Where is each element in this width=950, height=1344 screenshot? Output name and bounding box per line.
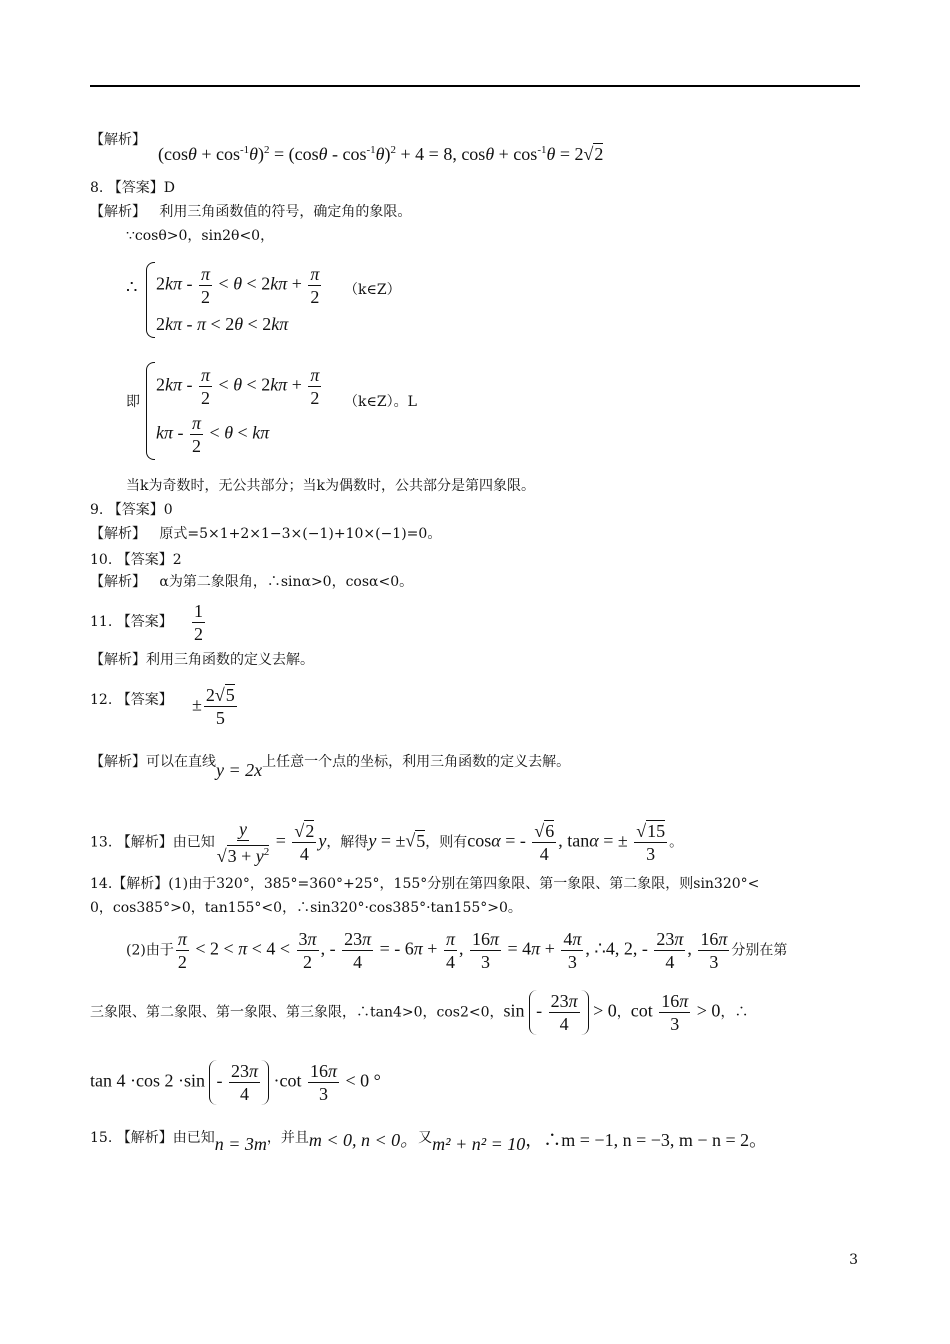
q8-system2-row2: kπ - $\frac{\pi}{2}$ < θ < kπ <box>156 413 270 456</box>
page-number: 3 <box>849 1252 858 1268</box>
q10-analysis: 【解析】 α为第二象限角，∴sinα>0，cosα<0。 <box>90 574 414 590</box>
q14-line2: 0，cos385°>0，tan155°<0，∴sin320°·cos385°·tan155°>0。 <box>90 900 522 916</box>
q13-expr3: cosα = - $\frac{√6}{4}$ , tanα = ± $\frac{√15}{3}$ <box>467 821 666 864</box>
q13-expr1: $\frac{y}{√3 + y^2}$ = $\frac{√2}{4}$ y <box>216 819 327 866</box>
q8-system2-brace <box>146 362 155 460</box>
q14-part2: (2)由于 $\frac{\pi}{2}$ < 2 < π < 4 < $\frac{3\pi}{2}$ , - $\frac{23\pi}{4}$ = - 6π + $\frac{\pi}{4}$ , $\frac{16\pi}{3}$ = 4π + $\frac{4\pi}{3}$ , ∴4, 2, - $\frac{23\pi}{4}$ , $\frac{16\pi}{3}$ 分别在第 <box>126 929 788 972</box>
q14-part2-expr: $\frac{\pi}{2}$ < 2 < π < 4 < $\frac{3\pi}{2}$ , - $\frac{23\pi}{4}$ = - 6π + $\frac{\pi}{4}$ , $\frac{16\pi}{3}$ = 4π + $\frac{4\pi}{3}$ , ∴4, 2, - $\frac{23\pi}{4}$ , $\frac{16\pi}{3}$ <box>177 929 728 972</box>
q11-answer-label: 11. 【答案】 <box>90 614 173 630</box>
q7-analysis <box>90 130 146 150</box>
q12-answer-fraction: ± $\frac{2√5}{5}$ <box>192 685 235 728</box>
q11-answer-fraction: $\frac{1}{2}$ <box>194 601 203 644</box>
q8-kz2: （k∈Z）。L <box>344 394 417 410</box>
q8-conclusion: 当k为奇数时，无公共部分；当k为偶数时，公共部分是第四象限。 <box>126 478 535 494</box>
q13-expr2: y = ±√5 <box>368 830 426 851</box>
q8-system1-brace <box>146 262 155 338</box>
q8-system1-row1: 2kπ - $\frac{\pi}{2}$ < θ < 2kπ + $\frac{\pi}{2}$ <box>156 264 320 307</box>
q12-answer-label: 12. 【答案】 <box>90 692 173 708</box>
q8-analysis: 【解析】 利用三角函数值的符号，确定角的象限。 <box>90 204 412 220</box>
q15-analysis: 15. 【解析】由已知n = 3m，并且m < 0, n < 0。又m² + n² = 10，∴m = −1, n = −3, m − n = 2。 <box>90 1130 768 1154</box>
q14-line4: 三象限、第二象限、第一象限、第三象限，∴tan4>0，cos2<0，sin - $\frac{23\pi}{4}$ > 0，cot $\frac{16\pi}{3}$ > 0，∴ <box>90 991 749 1034</box>
q7-tag: 【解析】 <box>90 132 146 148</box>
q14-final-expr: tan 4 ·cos 2 ·sin - $\frac{23\pi}{4}$ ·cot $\frac{16\pi}{3}$ < 0 ° <box>90 1061 381 1104</box>
header-rule <box>90 85 860 87</box>
q9-answer: 9. 【答案】0 <box>90 502 173 518</box>
q9-analysis: 【解析】 原式=5×1+2×1−3×(−1)+10×(−1)=0。 <box>90 526 442 542</box>
q8-system1-row2: 2kπ - π < 2θ < 2kπ <box>156 314 289 334</box>
q8-system2-row1: 2kπ - $\frac{\pi}{2}$ < θ < 2kπ + $\frac{\pi}{2}$ <box>156 365 320 408</box>
q8-kz1: （k∈Z） <box>344 282 401 298</box>
q8-since: ∵cosθ>0，sin2θ<0， <box>126 228 275 244</box>
q8-answer: 8. 【答案】D <box>90 180 176 196</box>
q14-cot-expr: cot $\frac{16\pi}{3}$ > 0 <box>630 991 721 1034</box>
q11-analysis: 【解析】利用三角函数的定义去解。 <box>90 652 314 668</box>
q13-analysis: 13. 【解析】由已知 $\frac{y}{√3 + y^2}$ = $\frac{√2}{4}$ y，解得y = ±√5，则有cosα = - $\frac{√6}{4}$ , tanα = ± $\frac{√15}{3}$ 。 <box>90 819 684 866</box>
q8-therefore: ∴ <box>126 277 138 298</box>
q14-line1: 14.【解析】(1)由于320°，385°=360°+25°，155°分别在第四象限、第一象限、第二象限，则sin320°< <box>90 876 760 892</box>
q8-ji: 即 <box>126 394 140 410</box>
q14-sin-expr: sin - $\frac{23\pi}{4}$ > 0 <box>503 991 617 1034</box>
q7-formula: $(\cos\theta + \cos^{-1}\theta)^2 = (\cos\theta - \cos^{-1}\theta)^2 + 4 = 8$, $\cos\theta + \cos^{-1}\theta = 2√2$ <box>158 144 604 164</box>
q12-analysis: 【解析】可以在直线y = 2x上任意一个点的坐标，利用三角函数的定义去解。 <box>90 754 571 780</box>
q10-answer: 10. 【答案】2 <box>90 552 182 568</box>
